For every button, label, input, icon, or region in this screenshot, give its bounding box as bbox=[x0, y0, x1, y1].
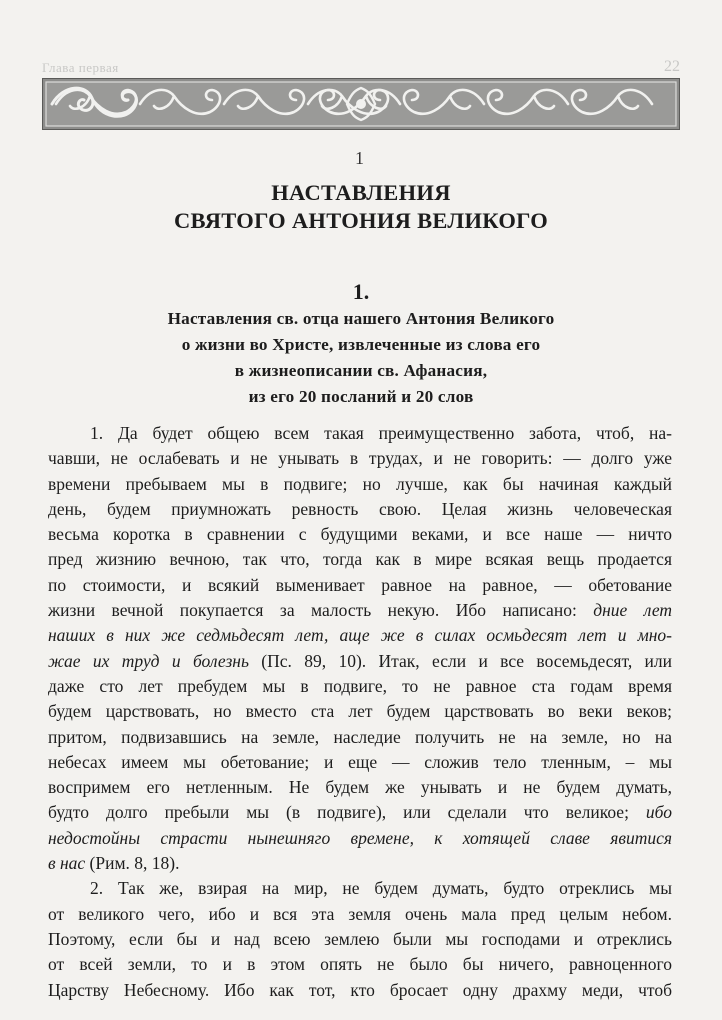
section-subtitle-line-1: Наставления св. отца нашего Антония Великого bbox=[167, 309, 555, 328]
chapter-title-line-2: СВЯТОГО АНТОНИЯ ВЕЛИКОГО bbox=[173, 208, 548, 233]
running-header bbox=[42, 60, 680, 74]
paragraph-1-line: чавши, не ослабевать и не унывать в трудах, и не говорить: — долго уже bbox=[48, 448, 672, 469]
paragraph-1-line: жае их труд и болезнь (Пс. 89, 10). Итак, если и все восемьдесят, или bbox=[48, 650, 672, 671]
paragraph-1-line: день, будем приумножать ревность свою. Целая жизнь человеческая bbox=[48, 498, 672, 519]
paragraph-2-line: от всей земли, то и в этом опять не было бы ничего, равноценного bbox=[48, 954, 672, 975]
scripture-quote: жае их труд и болезнь bbox=[48, 650, 249, 671]
body-text bbox=[48, 421, 672, 1003]
paragraph-1-line: по стоимости, и всякий выменивает равное на равное, — обетование bbox=[48, 574, 672, 595]
scripture-quote: в нас bbox=[48, 853, 86, 874]
section-subtitle-line-4: из его 20 посланий и 20 слов bbox=[248, 387, 474, 406]
section-divider-mark: 1 bbox=[355, 148, 364, 168]
paragraph-1-line: притом, подвизавшись на земле, наследие получить не на земле, но на bbox=[48, 726, 672, 747]
paragraph-1-line: весьма коротка в сравнении с будущими веками, и все наше — ничто bbox=[48, 524, 672, 545]
paragraph-1-line bbox=[48, 623, 672, 648]
chapter-title-line-1: НАСТАВЛЕНИЯ bbox=[271, 180, 451, 205]
paragraph-1-line: 1. Да будет общею всем такая преимущественно забота, чтоб, на- bbox=[90, 423, 672, 443]
paragraph-1-line: даже сто лет пребудем мы в подвиге, то не равное ста годам время bbox=[48, 675, 672, 696]
section-subtitle-line-2: о жизни во Христе, извлеченные из слова его bbox=[181, 335, 541, 354]
paragraph-1-line bbox=[48, 826, 672, 851]
paragraph-1-line: в нас (Рим. 8, 18). bbox=[48, 853, 180, 874]
decorative-headpiece-ornament bbox=[42, 78, 680, 130]
paragraph-1-line: будем царствовать, но вместо ста лет будем царствовать во веки веков; bbox=[48, 701, 672, 722]
paragraph-1-line: небесах имеем мы обетование; и еще — сложив тело тленным, – мы bbox=[48, 751, 672, 772]
paragraph-2-line: 2. Так же, взирая на мир, не будем думать, будто отреклись мы bbox=[90, 878, 672, 899]
paragraph-1-line: пред жизнию вечною, так что, тогда как в мире всякая вещь продается bbox=[48, 549, 672, 570]
scripture-quote: дние лет bbox=[593, 600, 672, 621]
paragraph-2-line: от великого чего, ибо и вся эта земля очень мала пред целым небом. bbox=[48, 903, 672, 924]
paragraph-2-line: Поэтому, если бы и над всею землею были мы господами и отреклись bbox=[48, 928, 672, 949]
paragraph-1-line: воспримем его нетленным. Не будем же унывать и не будем думать, bbox=[48, 777, 672, 798]
scripture-quote: наших в них же седмьдесят лет, аще же в силах осмьдесят лет и мно- bbox=[48, 625, 672, 646]
paragraph-1-line: времени пребываем мы в подвиге; но лучше, как бы начиная каждый bbox=[48, 473, 672, 494]
paragraph-1-line: жизни вечной покупается за малость некую. Ибо написано: дние лет bbox=[48, 600, 672, 621]
scripture-quote: ибо bbox=[645, 802, 672, 823]
paragraph-2-line: Царству Небесному. Ибо как тот, кто бросает одну драхму меди, чтоб bbox=[48, 979, 672, 1000]
page-number: 22 bbox=[664, 58, 680, 75]
section-subtitle-line-3: в жизнеописании св. Афанасия, bbox=[234, 361, 488, 380]
scripture-quote: недостойны страсти нынешняго времене, к хотящей славе явитися bbox=[48, 827, 672, 848]
paragraph-1-line: будто долго пребыли мы (в подвиге), или сделали что великое; ибо bbox=[48, 802, 672, 823]
section-number: 1. bbox=[352, 279, 370, 304]
running-header-chapter: Глава первая bbox=[42, 60, 119, 75]
